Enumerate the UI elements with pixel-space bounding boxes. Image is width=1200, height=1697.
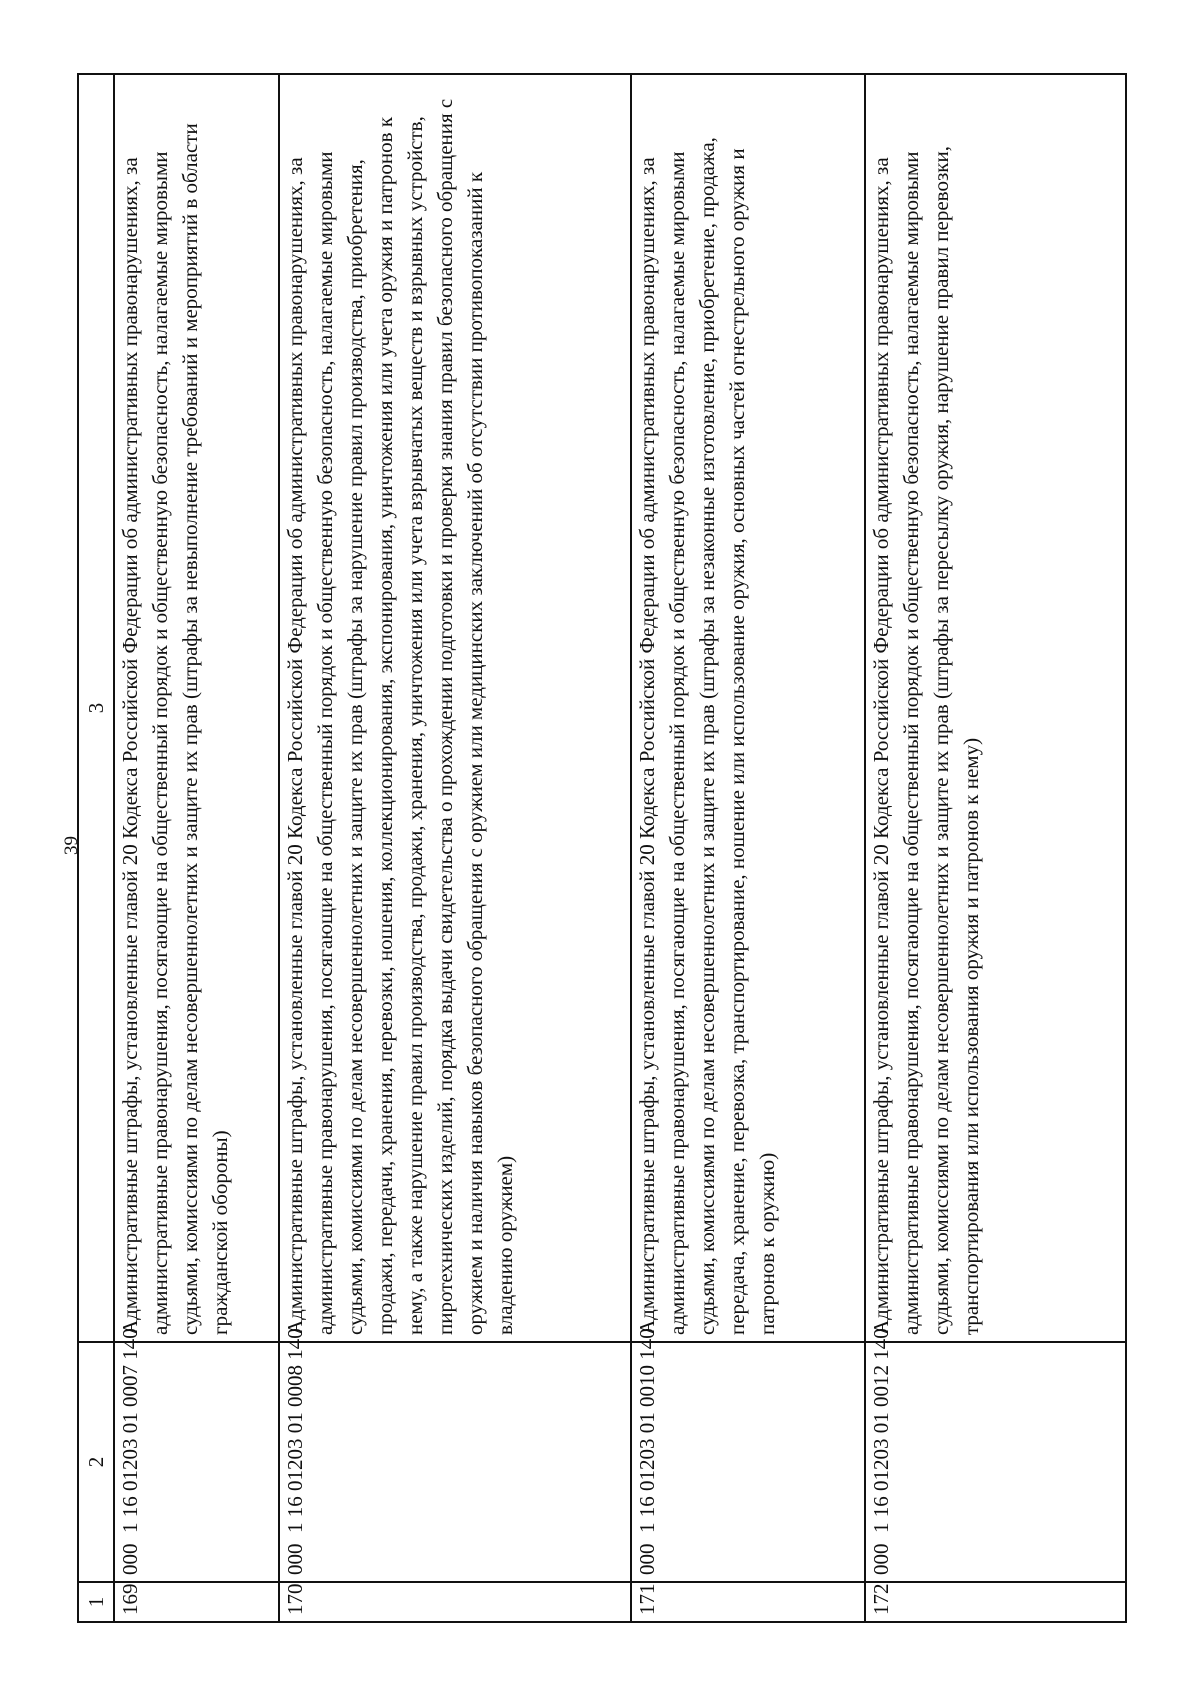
table-header-row bbox=[78, 74, 114, 1622]
budget-code: 1 16 01203 01 0007 140 bbox=[118, 1328, 142, 1533]
admin-code: 000 bbox=[283, 1543, 307, 1575]
budget-code: 1 16 01203 01 0010 140 bbox=[635, 1328, 659, 1533]
header-cell-3: 3 bbox=[78, 74, 114, 1342]
fines-table bbox=[77, 73, 1127, 1623]
row-description: Административные штрафы, установленные главой 20 Кодекса Российской Федерации об административных правонарушениях, за административные правонарушения, посягающие на общественный порядок и общественную безопасность, налагаемые мировыми судьями, комиссиями по делам несовершеннолетних и защите их прав (штрафы за нарушение правил производства, приобретения, продажи, передачи, хранения, перевозки, ношения, коллекционирования, экспонирования, уничтожения или учета оружия и патронов к нему, а также нарушение правил производства, продажи, хранения, уничтожения или учета взрывчатых веществ и взрывных устройств, пиротехнических изделий, порядка выдачи свидетельства о прохождении подготовки и проверки знания правил безопасного обращения с оружием и наличия навыков безопасного обращения с оружием или медицинских заключений об отсутствии противопоказаний к владению оружием) bbox=[279, 74, 631, 1342]
fines-table-grid bbox=[77, 73, 1127, 1623]
admin-code: 000 bbox=[869, 1543, 893, 1575]
row-number: 169 bbox=[114, 1582, 279, 1622]
header-cell-1: 1 bbox=[78, 1582, 114, 1622]
budget-code-cell bbox=[114, 1328, 279, 1582]
page-number: 39 bbox=[61, 836, 82, 855]
budget-code: 1 16 01203 01 0008 140 bbox=[283, 1328, 307, 1533]
budget-code-cell bbox=[865, 1328, 1126, 1582]
table-row bbox=[865, 74, 1126, 1622]
row-description: Административные штрафы, установленные главой 20 Кодекса Российской Федерации об административных правонарушениях, за административные правонарушения, посягающие на общественный порядок и общественную безопасность, налагаемые мировыми судьями, комиссиями по делам несовершеннолетних и защите их прав (штрафы за пересылку оружия, нарушение правил перевозки, транспортирования или использования оружия и патронов к нему) bbox=[865, 74, 1126, 1342]
row-description: Административные штрафы, установленные главой 20 Кодекса Российской Федерации об административных правонарушениях, за административные правонарушения, посягающие на общественный порядок и общественную безопасность, налагаемые мировыми судьями, комиссиями по делам несовершеннолетних и защите их прав (штрафы за невыполнение требований и мероприятий в области гражданской обороны) bbox=[114, 74, 279, 1342]
table-row bbox=[631, 74, 865, 1622]
header-cell-2: 2 bbox=[78, 1342, 114, 1582]
budget-code: 1 16 01203 01 0012 140 bbox=[869, 1328, 893, 1533]
table-row bbox=[114, 74, 279, 1622]
row-number: 171 bbox=[631, 1582, 865, 1622]
budget-code-cell bbox=[631, 1328, 865, 1582]
admin-code: 000 bbox=[118, 1543, 142, 1575]
row-number: 170 bbox=[279, 1582, 631, 1622]
row-number: 172 bbox=[865, 1582, 1126, 1622]
admin-code: 000 bbox=[635, 1543, 659, 1575]
budget-code-cell bbox=[279, 1328, 631, 1582]
row-description: Административные штрафы, установленные главой 20 Кодекса Российской Федерации об административных правонарушениях, за административные правонарушения, посягающие на общественный порядок и общественную безопасность, налагаемые мировыми судьями, комиссиями по делам несовершеннолетних и защите их прав (штрафы за незаконные изготовление, приобретение, продажа, передача, хранение, перевозка, транспортирование, ношение или использование оружия, основных частей огнестрельного оружия и патронов к оружию) bbox=[631, 74, 865, 1342]
table-row bbox=[279, 74, 631, 1622]
